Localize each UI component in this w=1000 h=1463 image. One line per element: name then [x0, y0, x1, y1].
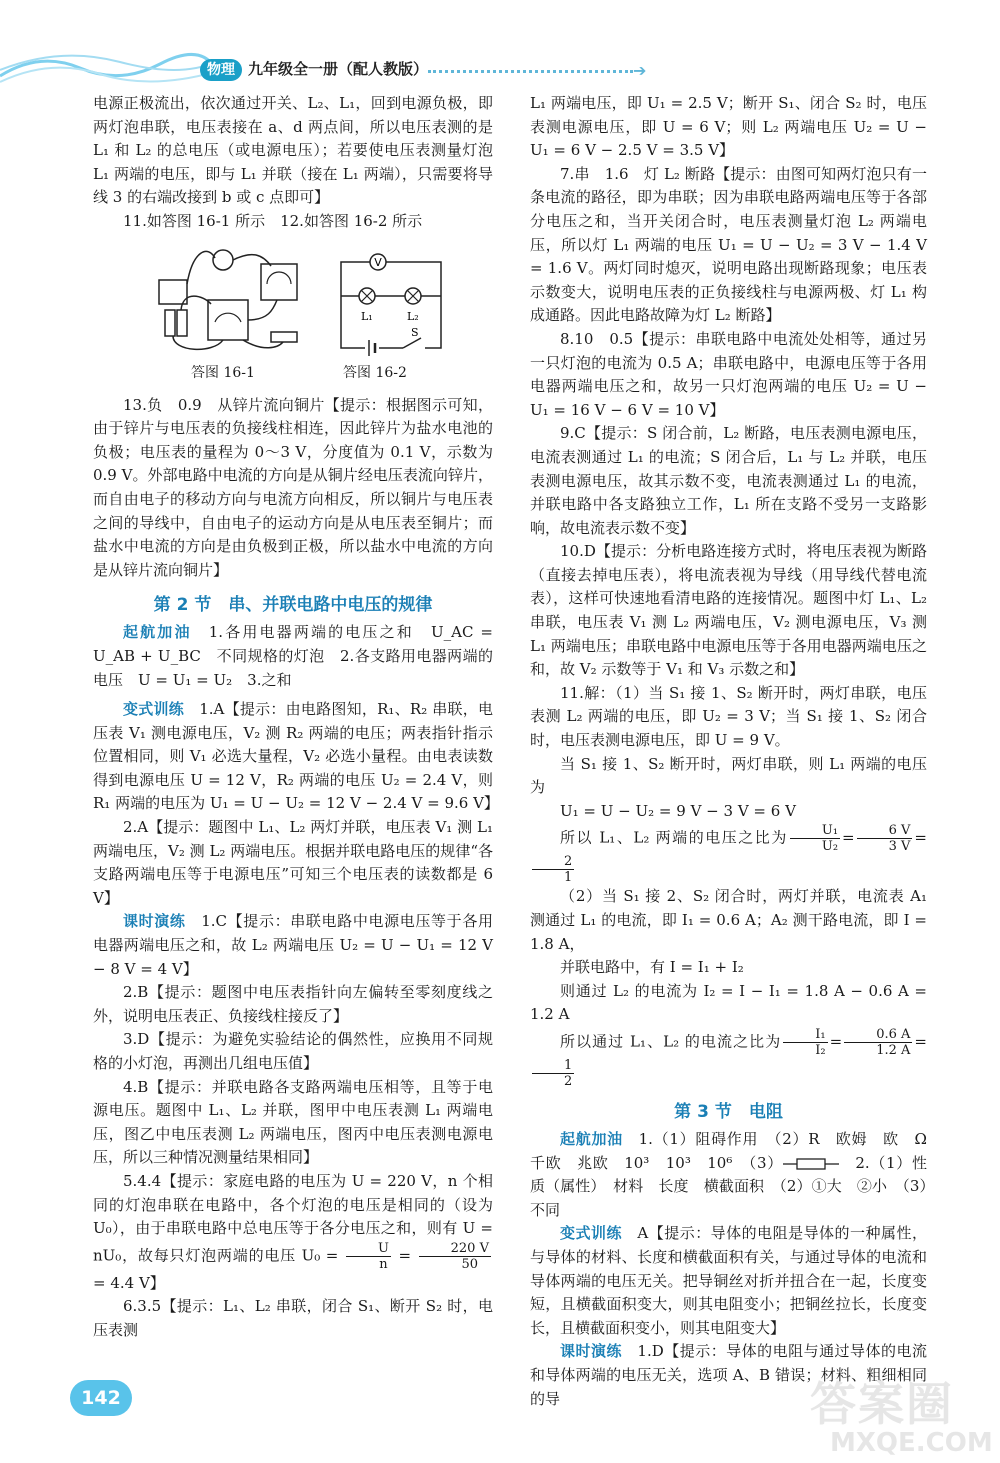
label-qihang: 起航加油 [560, 1129, 623, 1148]
answer-paragraph [530, 1222, 927, 1340]
circuit-photo-figure [153, 240, 313, 360]
equation-line: U₁ = U − U₂ = 9 V − 3 V = 6 V [560, 801, 796, 820]
answer-figures [93, 240, 493, 390]
watermark-url: MXQE.COM [830, 1428, 993, 1458]
svg-text:V: V [374, 255, 382, 269]
answer-text: 1.各用电器两端的电压之和 U_AC = U_AB + U_BC 不同规格的灯泡 2.各支路用电器两端的电压 U = U₁ = U₂ 3.之和 [93, 623, 493, 689]
equation-line: 所以通过 L₁、L₂ 的电流之比为 $\frac{\text{I₁}}{\text{I₂}}$ = $\frac{0.6 A}{1.2 A}$ = $\frac{1}{2}$ [530, 1027, 927, 1089]
answer-text: 1.D【提示：导体的电阻与通过导体的电流和导体两端的电压无关，选项 A、B 错误；材料、粗细相同的导 [530, 1342, 927, 1408]
answer-text: 5.4.4【提示：家庭电路的电压为 U = 220 V，n 个相同的灯泡串联在电路中，各个灯泡的电压是相同的（设为 U₀），由于串联电路中总电压等于各分电压之和，则有 U = nU₀，故每只灯泡两端的电压 U₀ = [93, 1171, 493, 1265]
fraction: $\frac{6 V}{3 V}$ [857, 823, 913, 854]
answer-paragraph: 10.D【提示：分析电路连接方式时，将电压表视为断路（直接去掉电压表），将电流表视为导线（用导线代替电流表），这样可快速地看清电路的连接情况。题图中灯 L₁、L₂ 串联，电压表 V₁ 测 L₂ 两端电压，V₂ 测电源电压，V₃ 测 L₁ 两端电压；串联电路中电源电压等于各用电器两端电压之和，故 V₂ 示数等于 V₁ 和 V₃ 示数之和】 [530, 542, 927, 679]
answer-paragraph: 3.D【提示：为避免实验结论的偶然性，应换用不同规格的小灯泡，再测出几组电压值】 [93, 1030, 493, 1072]
label-bianshi: 变式训练 [560, 1224, 622, 1243]
answer-paragraph: 2.A【提示：题图中 L₁、L₂ 两灯并联，电压表 V₁ 测 L₁ 两端电压，V₂ 测 L₂ 两端电压。根据并联电路电压的规律“各支路两端电压等于电源电压”可知三个电压表的读数都是 6 V】 [93, 818, 493, 907]
answer-paragraph: 7.串 1.6 灯 L₂ 断路【提示：由图可知两灯泡只有一条电流的路径，即为串联；因为串联电路两端电压等于各部分电压之和，当开关闭合时，电压表测量灯泡 L₂ 两端电压，所以灯 L₁ 两端的电压 U₁ = U − U₂ = 3 V − 1.4 V = 1.6 V。两灯同时熄灭，说明电路出现断路现象；电压表示数变大，说明电压表的正负接线柱与电源两极、灯 L₁ 构成通路。因此电路故障为灯 L₂ 断路】 [530, 164, 927, 325]
answer-paragraph: 2.B【提示：题图中电压表指针向左偏转至零刻度线之外，说明电压表正、负接线柱接反了】 [93, 983, 493, 1025]
fraction: $\frac{2}{1}$ [532, 854, 574, 885]
answer-paragraph: 电源正极流出，依次通过开关、L₂、L₁，回到电源负极，即两灯泡串联，电压表接在 a、d 两点间，所以电压表测的是 L₁ 和 L₂ 的总电压（或电源电压）；若要使电压表测量灯泡 L₁ 两端的电压，即与 L₁ 并联（接在 L₁ 两端），只需要将导线 3 的右端改接到 b 或 c 点即可】 [93, 94, 493, 207]
fraction: $\frac{\text{U₁}}{\text{U₂}}$ [790, 823, 840, 854]
fraction: $\frac{220 V}{50}$ [419, 1241, 491, 1272]
figure-caption: 答图 16-2 [343, 364, 407, 381]
section-title: 第 2 节 串、并联电路中电压的规律 [153, 595, 433, 616]
answer-text: A【提示：导体的电阻是导体的一种属性，与导体的材料、长度和横截面积有关，与通过导体的电流和导体两端的电压无关。把导铜丝对折并扭合在一起，长度变短，且横截面积变大，则其电阻变小；把铜丝拉长，长度变长，且横截面积变小，则其电阻变大】 [530, 1224, 927, 1337]
watermark [810, 1368, 993, 1460]
left-column [93, 92, 499, 1343]
fraction: $\frac{0.6 A}{1.2 A}$ [844, 1027, 912, 1058]
page-header [0, 0, 1000, 84]
equation-line: 所以 L₁、L₂ 两端的电压之比为 $\frac{\text{U₁}}{\text{U₂}}$ = $\frac{6 V}{3 V}$ = $\frac{2}{1}$ [530, 823, 927, 885]
header-wave-decoration [0, 46, 215, 86]
answer-paragraph: 11.如答图 16-1 所示 12.如答图 16-2 所示 [123, 211, 423, 230]
answer-paragraph [93, 621, 493, 692]
page-number: 142 [70, 1380, 132, 1416]
label-keshi: 课时演练 [560, 1342, 622, 1361]
svg-text:L₂: L₂ [407, 309, 419, 323]
answer-text: 1.C【提示：串联电路中电源电压等于各用电器两端电压之和，故 L₂ 两端电压 U₂ = U − U₁ = 12 V − 8 V = 4 V】 [93, 912, 493, 978]
section-title: 第 3 节 电阻 [674, 1101, 783, 1122]
fraction: $\frac{\text{I₁}}{\text{I₂}}$ [783, 1027, 827, 1058]
answer-text: 1.（1）阻碍作用 （2）R 欧姆 欧 Ω 千欧 兆欧 10³ 10³ 10⁶ （3） [530, 1129, 942, 1172]
circuit-diagram-figure [331, 240, 451, 360]
answer-paragraph: 11.解：（1）当 S₁ 接 1、S₂ 断开时，两灯串联，电压表测 L₂ 两端的电压，即 U₂ = 3 V；当 S₁ 接 1、S₂ 闭合时，电压表测电源电压，即 U = 9 V。 [530, 683, 927, 750]
label-qihang: 起航加油 [123, 623, 192, 642]
right-column [530, 92, 942, 1411]
answer-paragraph: 13.负 0.9 从锌片流向铜片【提示：根据图示可知，由于锌片与电压表的负接线柱相连，因此锌片为盐水电池的负极；电压表的量程为 0～3 V，分度值为 0.1 V，示数为 0.9 V。外部电路中电流的方向是从铜片经电压表流向锌片，而自由电子的移动方向与电流方向相反，所以铜片与电压表之间的导线中，自由电子的运动方向是从电压表至铜片；而盐水中电流的方向是由负极到正极，所以盐水中电流的方向是从锌片流向铜片】 [93, 395, 493, 579]
book-title: 九年级全一册（配人教版） [248, 60, 429, 78]
label-bianshi: 变式训练 [123, 700, 184, 719]
equation-line: 则通过 L₂ 的电流为 I₂ = I − I₁ = 1.8 A − 0.6 A = 1.2 A [530, 981, 927, 1024]
answer-paragraph: 5.4.4【提示：家庭电路的电压为 U = 220 V，n 个相同的灯泡串联在电路中，各个灯泡的电压是相同的（设为 U₀），由于串联电路中总电压等于各分电压之和，则有 U = nU₀，故每只灯泡两端的电压 U₀ = $\frac{U}{n}$ = $\frac{220 V}{50}$ = 4.4 V】 [93, 1171, 493, 1292]
fraction: $\frac{U}{n}$ [346, 1241, 391, 1272]
answer-paragraph [530, 1128, 942, 1222]
subject-badge: 物理 [200, 59, 242, 81]
answer-text: 2.（1）性质（属性） 材料 长度 横截面积 （2）①大 ②小 （3）不同 [530, 1153, 927, 1219]
fraction: $\frac{1}{2}$ [532, 1058, 574, 1089]
answer-paragraph [93, 910, 493, 981]
svg-text:S: S [411, 325, 419, 339]
resistor-symbol-icon [783, 1158, 839, 1170]
header-dotted-line [428, 70, 633, 73]
figure-caption: 答图 16-1 [191, 364, 255, 381]
label-keshi: 课时演练 [123, 912, 186, 931]
answer-paragraph: L₁ 两端电压，即 U₁ = 2.5 V；断开 S₁、闭合 S₂ 时，电压表测电源电压，即 U = 6 V；则 L₂ 两端电压 U₂ = U − U₁ = 6 V − 2.5 V = 3.5 V】 [530, 94, 927, 160]
answer-paragraph: 9.C【提示：S 闭合前，L₂ 断路，电压表测电源电压，电流表测通过 L₁ 的电流；S 闭合后，L₁ 与 L₂ 并联，电压表测电源电压，故其示数不变，电流表测通过 L₁ 的电流，并联电路中各支路独立工作，L₁ 所在支路不受另一支路影响，故电流表示数不变】 [530, 424, 927, 537]
arrow-icon: ➔ [633, 61, 647, 80]
answer-text: 1.A【提示：由电路图知，R₁、R₂ 串联，电压表 V₁ 测电源电压，V₂ 测 R₂ 两端的电压；两表指针指示位置相同，则 V₁ 必选大量程，V₂ 必选小量程。由电表读数得到电源电压 U = 12 V，R₂ 两端的电压 U₂ = 2.4 V，则 R₁ 两端的电压为 U₁ = U − U₂ = 12 V − 2.4 V = 9.6 V】 [93, 700, 499, 813]
answer-paragraph: 4.B【提示：并联电路各支路两端电压相等，且等于电源电压。题图中 L₁、L₂ 并联，图甲中电压表测 L₁ 两端电压，图乙中电压表测 L₂ 两端电压，图丙中电压表测电源电压，所以三种情况测量结果相同】 [93, 1077, 493, 1167]
watermark-text: 答案圈 [810, 1377, 954, 1431]
equation-line: 并联电路中，有 I = I₁ + I₂ [560, 958, 744, 977]
answer-paragraph [93, 698, 499, 816]
answer-paragraph: 6.3.5【提示：L₁、L₂ 串联，闭合 S₁、断开 S₂ 时，电压表测 [93, 1297, 493, 1339]
answer-paragraph: 当 S₁ 接 1、S₂ 断开时，两灯串联，则 L₁ 两端的电压为 [530, 754, 927, 797]
answer-paragraph: 8.10 0.5【提示：串联电路中电流处处相等，通过另一只灯泡的电流为 0.5 A；串联电路中，电源电压等于各用电器两端电压之和，故另一只灯泡两端的电压 U₂ = U − U₁ = 16 V − 6 V = 10 V】 [530, 329, 927, 419]
answer-paragraph: （2）当 S₁ 接 2、S₂ 闭合时，两灯并联，电流表 A₁ 测通过 L₁ 的电流，即 I₁ = 0.6 A；A₂ 测干路电流，即 I = 1.8 A， [530, 887, 927, 953]
svg-text:L₁: L₁ [361, 309, 373, 323]
